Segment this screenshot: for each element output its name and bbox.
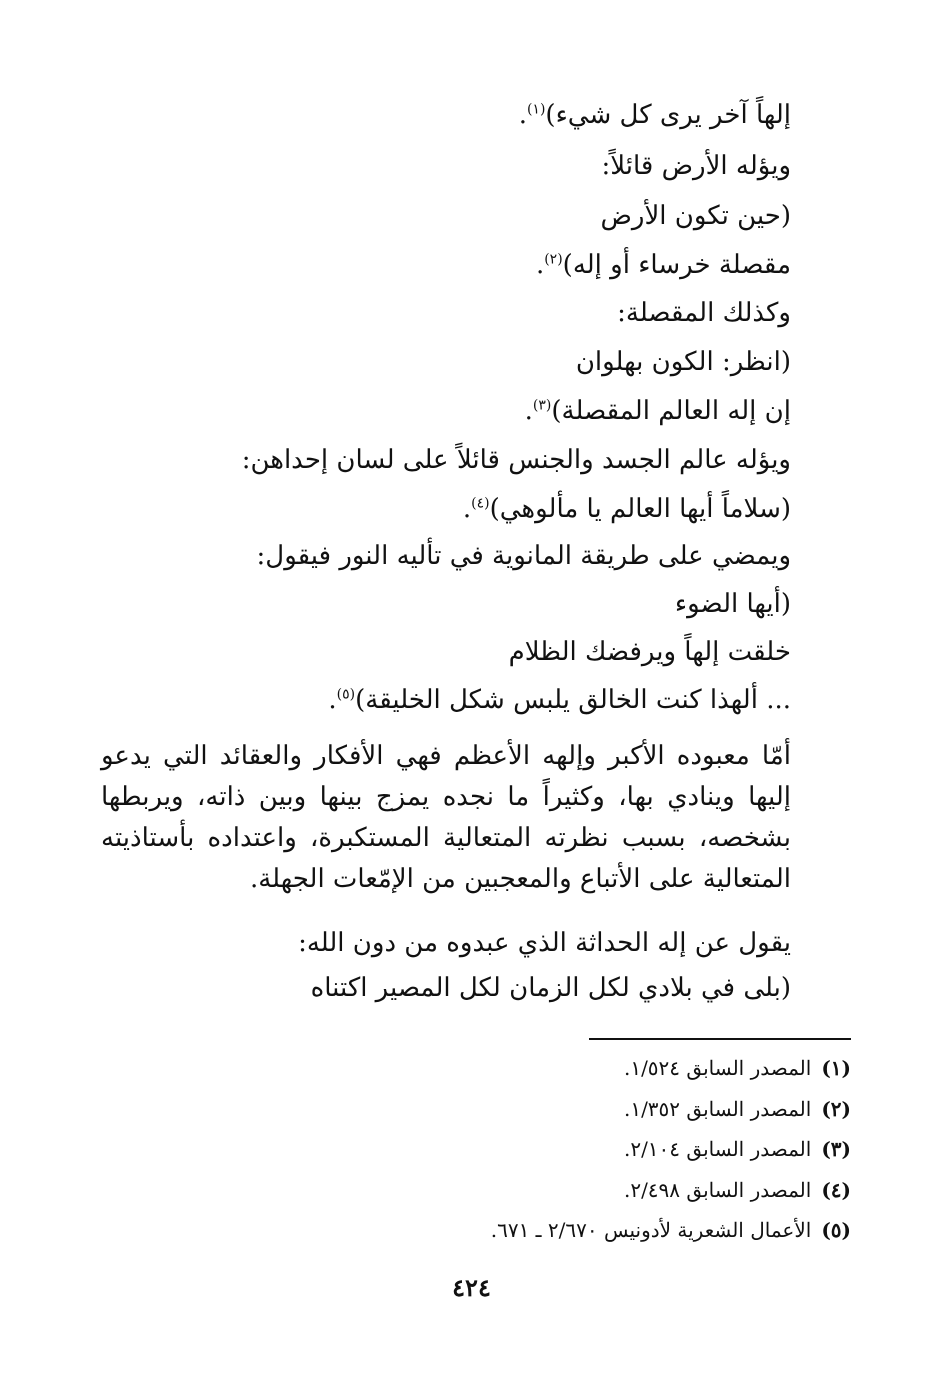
text-line: إن إله العالم المقصلة)$^{(٣)}$. bbox=[524, 396, 791, 426]
footnote-number: (١) bbox=[821, 1056, 851, 1080]
footnote-ref: (٢) bbox=[544, 251, 563, 268]
footnote bbox=[624, 1094, 851, 1124]
text-line: (بلى في بلادي لكل الزمان لكل المصير اكتناه bbox=[310, 973, 791, 1003]
text-line: مقصلة خرساء أو إله)$^{(٢)}$. bbox=[535, 250, 791, 280]
text-line: وكذلك المقصلة: bbox=[617, 298, 791, 328]
footnote-text: المصدر السابق ١/٣٥٢. bbox=[623, 1097, 812, 1121]
text-line: خلقت إلهاً ويرفضك الظلام bbox=[508, 637, 791, 667]
footnote-ref: (٤) bbox=[471, 495, 490, 512]
footnote-ref: (٥) bbox=[336, 686, 356, 703]
text-line: ... ألهذا كنت الخالق يلبس شكل الخليقة)$^{(٥)}$. bbox=[328, 685, 791, 715]
text-line: (حين تكون الأرض bbox=[600, 201, 791, 231]
text-line: ويمضي على طريقة المانوية في تأليه النور فيقول: bbox=[256, 541, 791, 571]
footnote-number: (٤) bbox=[821, 1178, 851, 1202]
footnote-text: المصدر السابق ٢/٤٩٨. bbox=[623, 1178, 812, 1202]
footnote bbox=[491, 1215, 851, 1245]
footnote-divider bbox=[589, 1038, 851, 1040]
page-number: ٤٢٤ bbox=[452, 1273, 491, 1302]
text-line: (سلاماً أيها العالم يا مألوهي)$^{(٤)}$. bbox=[462, 494, 791, 524]
text-line: ويؤله الأرض قائلاً: bbox=[601, 151, 791, 181]
text-line: (انظر: الكون بهلوان bbox=[575, 347, 791, 377]
body-paragraph: أمّا معبوده الأكبر وإلهه الأعظم فهي الأفكار والعقائد التي يدعو إليها وينادي بها، وكثيراً ما نجده يمزج بينها وبين ذاته، ويربطها بشخصه، بسبب نظرته المتعالية المستكبرة، واعتداده بأستاذيته المتعالية على الأتباع والمعجبين من الإمّعات الجهلة. bbox=[101, 741, 791, 894]
text-line: (أيها الضوء bbox=[674, 589, 791, 619]
footnote-text: المصدر السابق ٢/١٠٤. bbox=[623, 1137, 812, 1161]
footnote-number: (٥) bbox=[821, 1218, 851, 1242]
footnote bbox=[624, 1134, 851, 1164]
footnote-number: (٣) bbox=[821, 1137, 851, 1161]
text-line: يقول عن إله الحداثة الذي عبدوه من دون الله: bbox=[298, 928, 791, 958]
footnote-number: (٢) bbox=[821, 1097, 851, 1121]
footnote-text: المصدر السابق ١/٥٢٤. bbox=[623, 1056, 812, 1080]
footnote-text: الأعمال الشعرية لأدونيس ٢/٦٧٠ ـ ٦٧١. bbox=[490, 1218, 812, 1242]
text-line: إلهاً آخر يرى كل شيء)$^{(١)}$. bbox=[518, 100, 791, 130]
footnote bbox=[624, 1175, 851, 1205]
text-line: ويؤله عالم الجسد والجنس قائلاً على لسان إحداهن: bbox=[241, 445, 791, 475]
footnote-ref: (١) bbox=[526, 101, 546, 118]
footnote bbox=[624, 1053, 851, 1083]
footnote-ref: (٣) bbox=[532, 397, 552, 414]
